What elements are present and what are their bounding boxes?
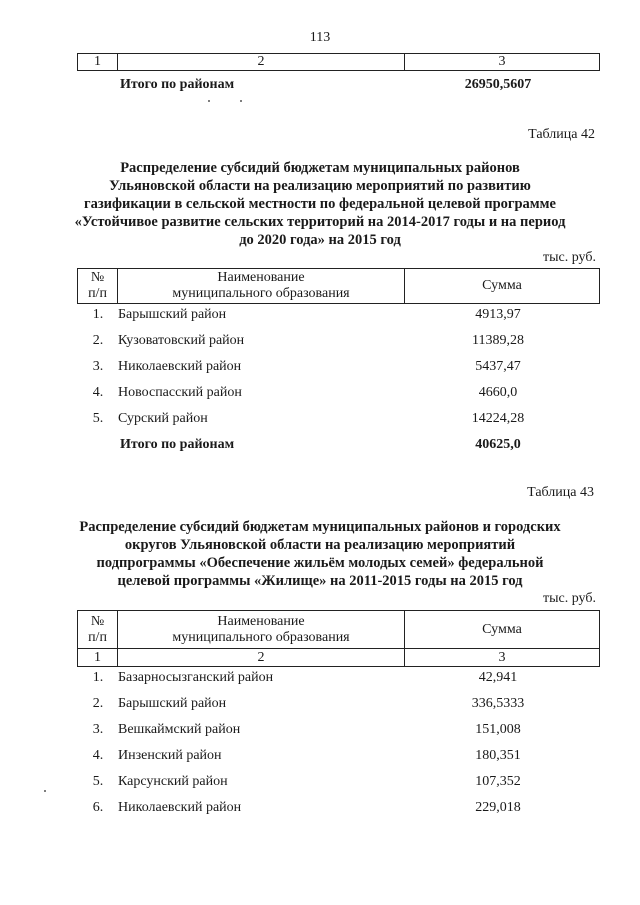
table43-index-3: 3	[405, 649, 600, 667]
table43-col-sum: Сумма	[405, 611, 600, 649]
table42-total-row	[0, 436, 640, 454]
table42-col-number: № п/п	[78, 269, 118, 304]
table42-header	[77, 268, 600, 304]
top-col-3: 3	[405, 54, 600, 71]
table42-caption: Таблица 42	[528, 127, 595, 142]
page-number: 113	[309, 30, 331, 45]
top-table-header	[77, 53, 600, 71]
table42-title: Распределение субсидий бюджетам муниципальных районов Ульяновской области на реализацию мероприятий по развитию газификации в сельской местности по федеральной целевой программе «Устойчивое развитие сельских территорий на 2014-2017 годы и на период до 2020 года» на 2015 год	[74, 160, 566, 248]
table43-caption: Таблица 43	[527, 485, 594, 500]
table43-row: 2. Барышский район 336,5333	[92, 696, 525, 711]
table43-index-2: 2	[118, 649, 405, 667]
top-total-value: 26950,5607	[464, 77, 532, 92]
table43-col-name: Наименование муниципального образования	[118, 611, 405, 649]
table43-row: 5. Карсунский район 107,352	[92, 774, 521, 789]
table43-row: 4. Инзенский район 180,351	[92, 748, 521, 763]
table43-title: Распределение субсидий бюджетам муниципальных районов и городских округов Ульяновской области на реализацию мероприятий подпрограммы «Обеспечение жильём молодых семей» федеральной целевой программы «Жилище» на 2011-2015 годы на 2015 год	[79, 519, 561, 589]
table42-units: тыс. руб.	[543, 250, 596, 265]
top-total-label: Итого по районам	[120, 77, 235, 92]
table43-row: 3. Вешкаймский район 151,008	[92, 722, 521, 737]
table42-row: 4. Новоспасский район 4660,0	[92, 385, 518, 400]
table42-total-label: Итого по районам	[120, 437, 235, 452]
scan-speck	[208, 100, 210, 102]
top-total-row	[0, 76, 640, 94]
table43-col-number: № п/п	[78, 611, 118, 649]
table43-row: 1. Базарносызганский район 42,941	[92, 670, 518, 685]
scan-speck	[240, 100, 242, 102]
top-col-1: 1	[78, 54, 118, 71]
table42-row: 2. Кузоватовский район 11389,28	[92, 333, 524, 348]
table42-row: 3. Николаевский район 5437,47	[92, 359, 521, 374]
table43-index-1: 1	[78, 649, 118, 667]
table42-col-name: Наименование муниципального образования	[118, 269, 405, 304]
table43-header	[77, 610, 600, 667]
table42-row: 1. Барышский район 4913,97	[92, 307, 521, 322]
table42-total-value: 40625,0	[475, 437, 521, 452]
scan-speck	[44, 790, 46, 792]
table42-col-sum: Сумма	[405, 269, 600, 304]
table43-row: 6. Николаевский район 229,018	[92, 800, 521, 815]
table42-row: 5. Сурский район 14224,28	[92, 411, 525, 426]
table43-units: тыс. руб.	[543, 591, 596, 606]
top-col-2: 2	[118, 54, 405, 71]
